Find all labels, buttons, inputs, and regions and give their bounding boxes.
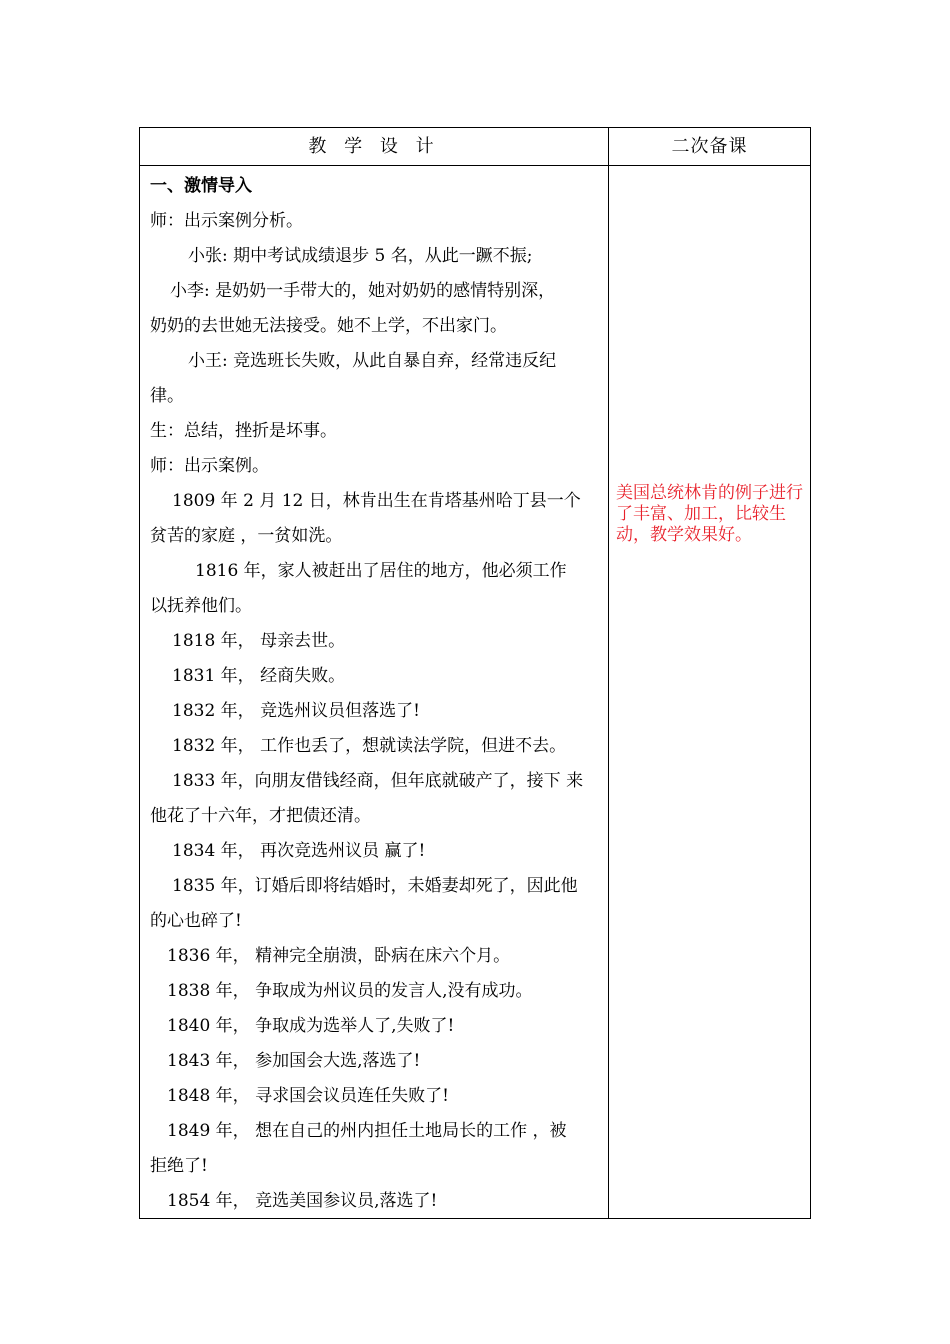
header-teaching-design: 教 学 设 计: [308, 136, 440, 157]
content-line: 1818 年， 母亲去世。: [172, 631, 346, 651]
content-line: 的心也碎了!: [150, 911, 242, 931]
teaching-content: [150, 169, 602, 1219]
content-line: 1831 年， 经商失败。: [172, 666, 346, 686]
content-line: 1838 年， 争取成为州议员的发言人,没有成功。: [167, 981, 533, 1001]
content-line: 1848 年， 寻求国会议员连任失败了!: [167, 1086, 449, 1106]
content-line: 以抚养他们。: [150, 596, 252, 616]
content-line: 小李: 是奶奶一手带大的，她对奶奶的感情特别深，: [170, 281, 556, 301]
content-line: 贫苦的家庭 ，一贫如洗。: [150, 526, 343, 546]
content-line: 师：出示案例分析。: [150, 211, 303, 231]
content-line: 1834 年， 再次竞选州议员 赢了!: [172, 841, 426, 861]
content-line: 1835 年，订婚后即将结婚时，未婚妻却死了，因此他: [172, 876, 578, 896]
content-line: 1843 年， 参加国会大选,落选了!: [167, 1051, 421, 1071]
content-line: 1849 年， 想在自己的州内担任土地局长的工作 ，被: [167, 1121, 567, 1141]
content-line: 生：总结，挫折是坏事。: [150, 421, 337, 441]
header-divider: [140, 165, 810, 166]
content-line: 律。: [150, 386, 184, 406]
prep-note: 美国总统林肯的例子进行了丰富、加工，比较生动，教学效果好。: [616, 483, 803, 545]
content-line: 1840 年， 争取成为选举人了,失败了!: [167, 1016, 455, 1036]
lesson-table: [139, 127, 811, 1219]
content-line: 师：出示案例。: [150, 456, 269, 476]
content-line: 1809 年 2 月 12 日，林肯出生在肯塔基州哈丁县一个: [172, 491, 581, 511]
content-line: 1832 年， 竞选州议员但落选了!: [172, 701, 420, 721]
content-line: 拒绝了!: [150, 1156, 208, 1176]
content-line: 小张: 期中考试成绩退步 5 名，从此一蹶不振;: [188, 246, 533, 266]
section-heading: 一、激情导入: [150, 176, 252, 196]
content-line: 他花了十六年，才把债还清。: [150, 806, 371, 826]
content-line: 1833 年，向朋友借钱经商，但年底就破产了，接下 来: [172, 771, 584, 791]
content-line: 1836 年， 精神完全崩溃，卧病在床六个月。: [167, 946, 511, 966]
content-line: 奶奶的去世她无法接受。她不上学，不出家门。: [150, 316, 507, 336]
content-line: 1854 年， 竞选美国参议员,落选了!: [167, 1191, 438, 1211]
content-line: 1816 年，家人被赶出了居住的地方，他必须工作: [195, 561, 567, 581]
content-line: 1832 年， 工作也丢了，想就读法学院，但进不去。: [172, 736, 567, 756]
column-divider: [608, 128, 609, 1218]
content-line: 小王: 竞选班长失败，从此自暴自弃，经常违反纪: [188, 351, 557, 371]
header-second-prep: 二次备课: [671, 136, 748, 157]
